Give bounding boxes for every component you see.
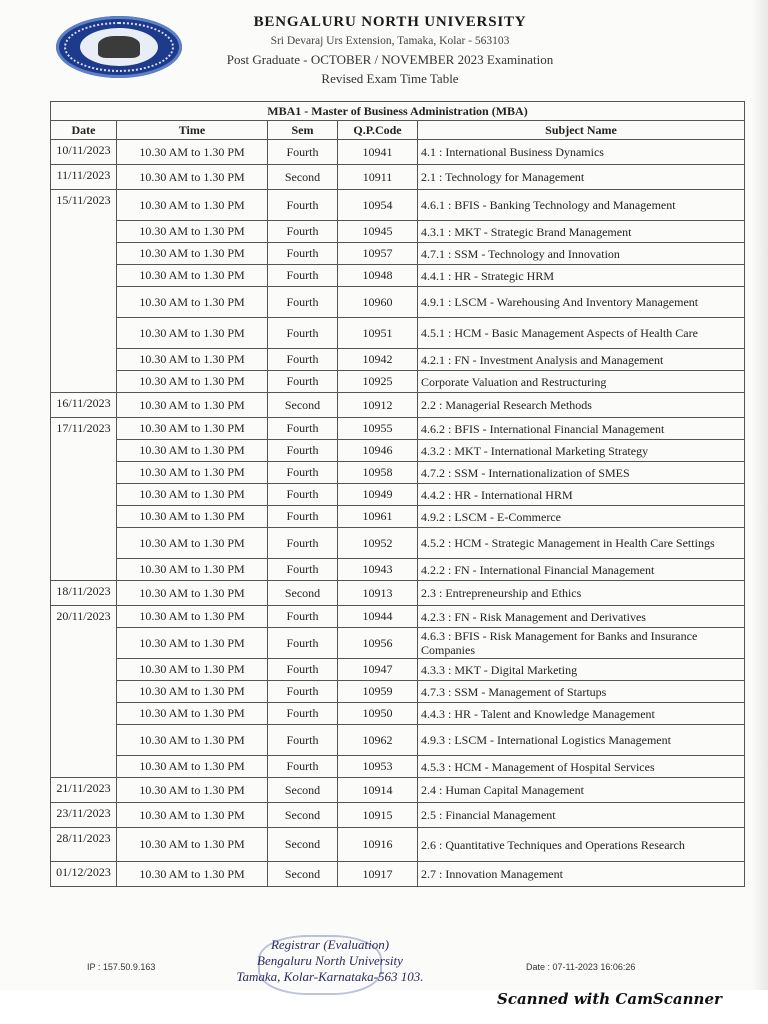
cell-sem: Fourth bbox=[268, 318, 338, 349]
cell-sem: Fourth bbox=[268, 606, 338, 628]
cell-sem: Fourth bbox=[268, 756, 338, 778]
cell-qp-code: 10941 bbox=[338, 140, 418, 165]
cell-subject: 4.4.2 : HR - International HRM bbox=[418, 484, 745, 506]
cell-sem: Second bbox=[268, 165, 338, 190]
table-row bbox=[51, 371, 745, 393]
table-row bbox=[51, 703, 745, 725]
cell-sem: Second bbox=[268, 803, 338, 828]
cell-qp-code: 10944 bbox=[338, 606, 418, 628]
timetable-title: Revised Exam Time Table bbox=[321, 71, 459, 86]
cell-time: 10.30 AM to 1.30 PM bbox=[117, 462, 268, 484]
table-row bbox=[51, 681, 745, 703]
cell-subject: Corporate Valuation and Restructuring bbox=[418, 371, 745, 393]
cell-date: 11/11/2023 bbox=[51, 165, 117, 190]
cell-qp-code: 10952 bbox=[338, 528, 418, 559]
cell-time: 10.30 AM to 1.30 PM bbox=[117, 528, 268, 559]
cell-sem: Fourth bbox=[268, 371, 338, 393]
table-row bbox=[51, 349, 745, 371]
table-row bbox=[51, 440, 745, 462]
cell-subject: 2.1 : Technology for Management bbox=[418, 165, 745, 190]
cell-sem: Fourth bbox=[268, 681, 338, 703]
document-header bbox=[190, 12, 590, 87]
cell-sem: Fourth bbox=[268, 243, 338, 265]
table-row bbox=[51, 725, 745, 756]
cell-subject: 4.5.1 : HCM - Basic Management Aspects of Health Care bbox=[418, 318, 745, 349]
table-row bbox=[51, 243, 745, 265]
cell-qp-code: 10942 bbox=[338, 349, 418, 371]
cell-qp-code: 10954 bbox=[338, 190, 418, 221]
cell-qp-code: 10959 bbox=[338, 681, 418, 703]
table-row bbox=[51, 506, 745, 528]
cell-date: 15/11/2023 bbox=[51, 190, 117, 393]
table-row bbox=[51, 756, 745, 778]
cell-qp-code: 10953 bbox=[338, 756, 418, 778]
table-row bbox=[51, 462, 745, 484]
cell-subject: 4.7.2 : SSM - Internationalization of SMES bbox=[418, 462, 745, 484]
cell-time: 10.30 AM to 1.30 PM bbox=[117, 165, 268, 190]
cell-sem: Fourth bbox=[268, 349, 338, 371]
table-row bbox=[51, 862, 745, 887]
university-seal-logo bbox=[56, 16, 182, 78]
cell-subject: 4.9.1 : LSCM - Warehousing And Inventory Management bbox=[418, 287, 745, 318]
cell-qp-code: 10949 bbox=[338, 484, 418, 506]
cell-qp-code: 10925 bbox=[338, 371, 418, 393]
cell-subject: 2.2 : Managerial Research Methods bbox=[418, 393, 745, 418]
cell-qp-code: 10960 bbox=[338, 287, 418, 318]
camscanner-watermark: Scanned with CamScanner bbox=[497, 990, 722, 1008]
cell-time: 10.30 AM to 1.30 PM bbox=[117, 559, 268, 581]
cell-sem: Fourth bbox=[268, 559, 338, 581]
cell-sem: Second bbox=[268, 581, 338, 606]
cell-time: 10.30 AM to 1.30 PM bbox=[117, 725, 268, 756]
table-row bbox=[51, 528, 745, 559]
cell-time: 10.30 AM to 1.30 PM bbox=[117, 828, 268, 862]
cell-sem: Fourth bbox=[268, 418, 338, 440]
cell-time: 10.30 AM to 1.30 PM bbox=[117, 393, 268, 418]
cell-qp-code: 10956 bbox=[338, 628, 418, 659]
cell-time: 10.30 AM to 1.30 PM bbox=[117, 243, 268, 265]
table-row bbox=[51, 265, 745, 287]
cell-qp-code: 10947 bbox=[338, 659, 418, 681]
cell-sem: Second bbox=[268, 828, 338, 862]
cell-date: 01/12/2023 bbox=[51, 862, 117, 887]
column-header-sem: Sem bbox=[268, 121, 338, 140]
table-row bbox=[51, 221, 745, 243]
cell-subject: 4.4.1 : HR - Strategic HRM bbox=[418, 265, 745, 287]
cell-time: 10.30 AM to 1.30 PM bbox=[117, 703, 268, 725]
table-row bbox=[51, 559, 745, 581]
cell-subject: 2.3 : Entrepreneurship and Ethics bbox=[418, 581, 745, 606]
generated-date: Date : 07-11-2023 16:06:26 bbox=[526, 962, 636, 972]
cell-sem: Fourth bbox=[268, 462, 338, 484]
cell-time: 10.30 AM to 1.30 PM bbox=[117, 628, 268, 659]
table-row bbox=[51, 318, 745, 349]
cell-time: 10.30 AM to 1.30 PM bbox=[117, 862, 268, 887]
cell-date: 28/11/2023 bbox=[51, 828, 117, 862]
cell-time: 10.30 AM to 1.30 PM bbox=[117, 140, 268, 165]
cell-time: 10.30 AM to 1.30 PM bbox=[117, 440, 268, 462]
signature-line: Registrar (Evaluation) bbox=[270, 937, 390, 952]
cell-subject: 2.5 : Financial Management bbox=[418, 803, 745, 828]
cell-sem: Fourth bbox=[268, 659, 338, 681]
cell-subject: 4.3.3 : MKT - Digital Marketing bbox=[418, 659, 745, 681]
cell-subject: 4.9.3 : LSCM - International Logistics Management bbox=[418, 725, 745, 756]
cell-time: 10.30 AM to 1.30 PM bbox=[117, 287, 268, 318]
cell-sem: Fourth bbox=[268, 484, 338, 506]
column-header-qp-code: Q.P.Code bbox=[338, 121, 418, 140]
cell-qp-code: 10958 bbox=[338, 462, 418, 484]
cell-time: 10.30 AM to 1.30 PM bbox=[117, 581, 268, 606]
cell-qp-code: 10961 bbox=[338, 506, 418, 528]
cell-date: 23/11/2023 bbox=[51, 803, 117, 828]
cell-time: 10.30 AM to 1.30 PM bbox=[117, 659, 268, 681]
cell-date: 17/11/2023 bbox=[51, 418, 117, 581]
cell-sem: Second bbox=[268, 393, 338, 418]
cell-subject: 4.9.2 : LSCM - E-Commerce bbox=[418, 506, 745, 528]
table-row bbox=[51, 803, 745, 828]
cell-subject: 4.5.3 : HCM - Management of Hospital Services bbox=[418, 756, 745, 778]
table-row bbox=[51, 165, 745, 190]
cell-date: 21/11/2023 bbox=[51, 778, 117, 803]
cell-time: 10.30 AM to 1.30 PM bbox=[117, 265, 268, 287]
cell-qp-code: 10951 bbox=[338, 318, 418, 349]
signature-line: Tamaka, Kolar-Karnataka-563 103. bbox=[236, 969, 424, 984]
table-row bbox=[51, 140, 745, 165]
cell-subject: 4.3.2 : MKT - International Marketing Strategy bbox=[418, 440, 745, 462]
cell-qp-code: 10915 bbox=[338, 803, 418, 828]
cell-sem: Fourth bbox=[268, 190, 338, 221]
cell-time: 10.30 AM to 1.30 PM bbox=[117, 756, 268, 778]
cell-subject: 4.3.1 : MKT - Strategic Brand Management bbox=[418, 221, 745, 243]
cell-subject: 4.6.3 : BFIS - Risk Management for Banks and Insurance Companies bbox=[418, 628, 745, 659]
cell-time: 10.30 AM to 1.30 PM bbox=[117, 778, 268, 803]
table-row bbox=[51, 418, 745, 440]
cell-sem: Fourth bbox=[268, 265, 338, 287]
cell-subject: 2.6 : Quantitative Techniques and Operations Research bbox=[418, 828, 745, 862]
table-row bbox=[51, 828, 745, 862]
table-row bbox=[51, 393, 745, 418]
cell-qp-code: 10946 bbox=[338, 440, 418, 462]
table-row bbox=[51, 659, 745, 681]
cell-time: 10.30 AM to 1.30 PM bbox=[117, 190, 268, 221]
cell-qp-code: 10962 bbox=[338, 725, 418, 756]
cell-qp-code: 10955 bbox=[338, 418, 418, 440]
page-edge-shadow bbox=[752, 0, 768, 1024]
cell-date: 10/11/2023 bbox=[51, 140, 117, 165]
cell-time: 10.30 AM to 1.30 PM bbox=[117, 484, 268, 506]
cell-time: 10.30 AM to 1.30 PM bbox=[117, 221, 268, 243]
university-name: BENGALURU NORTH UNIVERSITY bbox=[253, 14, 527, 30]
signature-line: Bengaluru North University bbox=[257, 953, 403, 968]
cell-time: 10.30 AM to 1.30 PM bbox=[117, 681, 268, 703]
cell-time: 10.30 AM to 1.30 PM bbox=[117, 606, 268, 628]
cell-qp-code: 10943 bbox=[338, 559, 418, 581]
cell-date: 20/11/2023 bbox=[51, 606, 117, 778]
cell-qp-code: 10957 bbox=[338, 243, 418, 265]
cell-sem: Second bbox=[268, 862, 338, 887]
cell-qp-code: 10913 bbox=[338, 581, 418, 606]
cell-date: 16/11/2023 bbox=[51, 393, 117, 418]
cell-subject: 4.1 : International Business Dynamics bbox=[418, 140, 745, 165]
cell-sem: Second bbox=[268, 778, 338, 803]
registrar-signature bbox=[210, 937, 450, 985]
cell-qp-code: 10914 bbox=[338, 778, 418, 803]
cell-sem: Fourth bbox=[268, 725, 338, 756]
table-row bbox=[51, 190, 745, 221]
cell-sem: Fourth bbox=[268, 506, 338, 528]
table-row bbox=[51, 287, 745, 318]
cell-subject: 4.7.3 : SSM - Management of Startups bbox=[418, 681, 745, 703]
column-header-time: Time bbox=[117, 121, 268, 140]
cell-subject: 4.4.3 : HR - Talent and Knowledge Management bbox=[418, 703, 745, 725]
cell-qp-code: 10948 bbox=[338, 265, 418, 287]
cell-subject: 2.4 : Human Capital Management bbox=[418, 778, 745, 803]
cell-subject: 4.7.1 : SSM - Technology and Innovation bbox=[418, 243, 745, 265]
university-address: Sri Devaraj Urs Extension, Tamaka, Kolar - 563103 bbox=[270, 35, 510, 47]
cell-time: 10.30 AM to 1.30 PM bbox=[117, 803, 268, 828]
table-row bbox=[51, 606, 745, 628]
cell-subject: 4.6.1 : BFIS - Banking Technology and Management bbox=[418, 190, 745, 221]
cell-date: 18/11/2023 bbox=[51, 581, 117, 606]
cell-qp-code: 10945 bbox=[338, 221, 418, 243]
ip-address: IP : 157.50.9.163 bbox=[87, 962, 156, 972]
cell-sem: Fourth bbox=[268, 528, 338, 559]
cell-qp-code: 10911 bbox=[338, 165, 418, 190]
cell-qp-code: 10912 bbox=[338, 393, 418, 418]
cell-sem: Fourth bbox=[268, 628, 338, 659]
cell-sem: Fourth bbox=[268, 440, 338, 462]
cell-subject: 4.6.2 : BFIS - International Financial Management bbox=[418, 418, 745, 440]
cell-sem: Fourth bbox=[268, 140, 338, 165]
exam-timetable bbox=[50, 101, 745, 887]
table-row bbox=[51, 778, 745, 803]
cell-time: 10.30 AM to 1.30 PM bbox=[117, 349, 268, 371]
cell-qp-code: 10917 bbox=[338, 862, 418, 887]
cell-sem: Fourth bbox=[268, 703, 338, 725]
column-header-date: Date bbox=[51, 121, 117, 140]
cell-subject: 2.7 : Innovation Management bbox=[418, 862, 745, 887]
cell-subject: 4.2.2 : FN - International Financial Management bbox=[418, 559, 745, 581]
cell-sem: Fourth bbox=[268, 287, 338, 318]
cell-sem: Fourth bbox=[268, 221, 338, 243]
column-header-subject: Subject Name bbox=[418, 121, 745, 140]
cell-qp-code: 10916 bbox=[338, 828, 418, 862]
table-row bbox=[51, 484, 745, 506]
cell-subject: 4.5.2 : HCM - Strategic Management in Health Care Settings bbox=[418, 528, 745, 559]
exam-title: Post Graduate - OCTOBER / NOVEMBER 2023 Examination bbox=[226, 52, 554, 67]
cell-time: 10.30 AM to 1.30 PM bbox=[117, 318, 268, 349]
cell-subject: 4.2.3 : FN - Risk Management and Derivatives bbox=[418, 606, 745, 628]
cell-time: 10.30 AM to 1.30 PM bbox=[117, 418, 268, 440]
cell-time: 10.30 AM to 1.30 PM bbox=[117, 506, 268, 528]
cell-subject: 4.2.1 : FN - Investment Analysis and Management bbox=[418, 349, 745, 371]
table-row bbox=[51, 628, 745, 659]
table-row bbox=[51, 581, 745, 606]
cell-qp-code: 10950 bbox=[338, 703, 418, 725]
program-title: MBA1 - Master of Business Administration (MBA) bbox=[51, 102, 745, 121]
cell-time: 10.30 AM to 1.30 PM bbox=[117, 371, 268, 393]
